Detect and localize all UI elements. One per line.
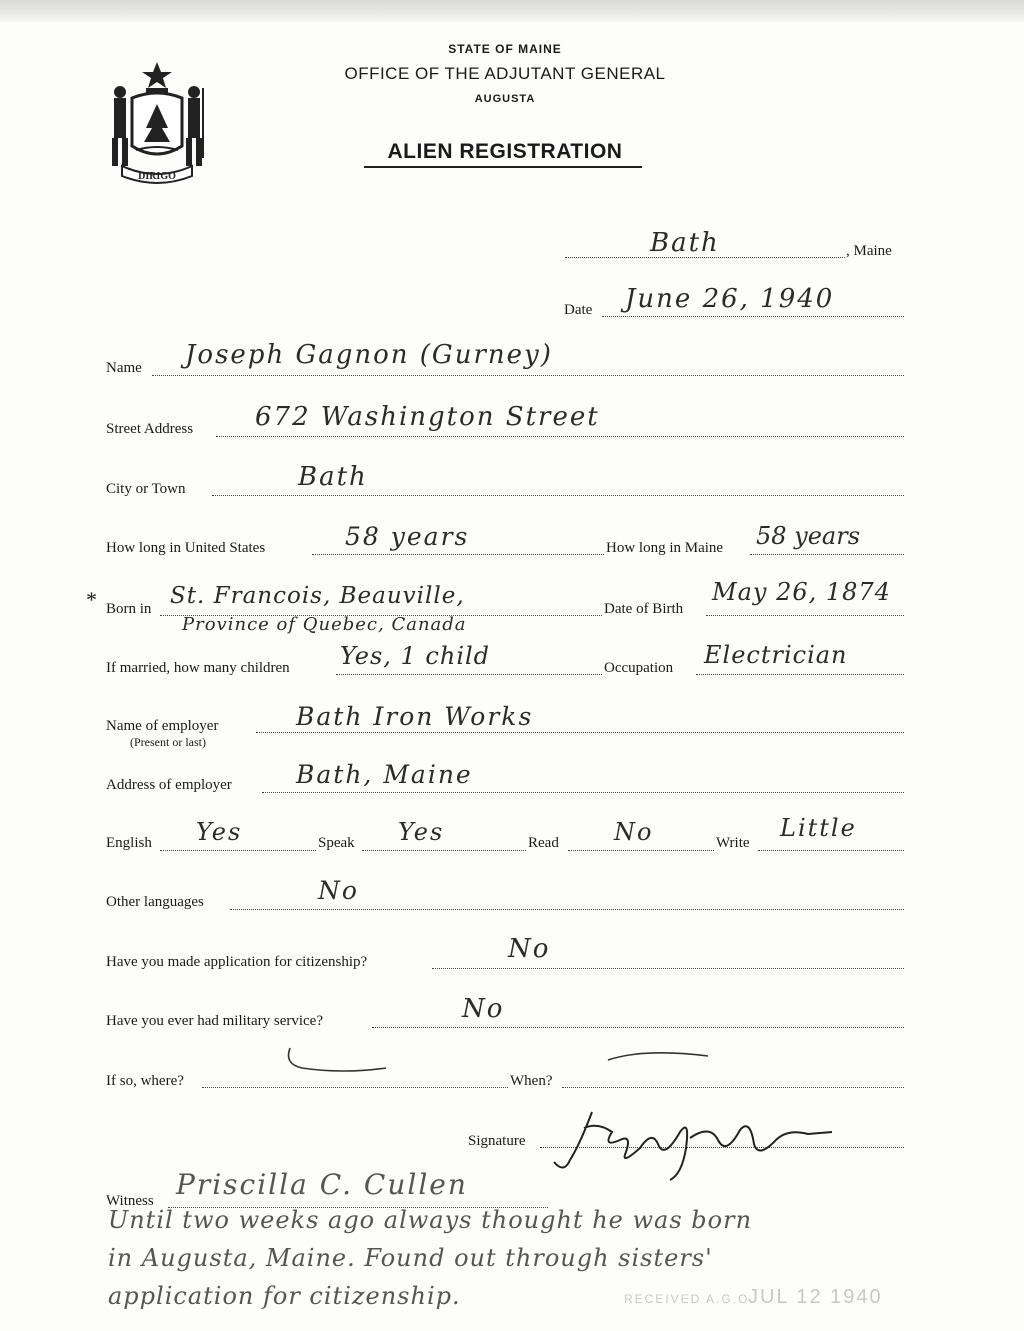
children-label: If married, how many children: [106, 660, 290, 676]
city-line: [212, 495, 904, 496]
form-title: ALIEN REGISTRATION: [387, 140, 623, 163]
note-line-3: application for citizenship.: [108, 1282, 461, 1310]
born-in-label: Born in: [106, 601, 152, 617]
born-in-value-1: St. Francois, Beauville,: [170, 583, 465, 609]
read-value: No: [614, 818, 654, 846]
street-value: 672 Washington Street: [255, 402, 600, 432]
dob-line: [706, 615, 904, 616]
how-long-us-line: [312, 554, 604, 555]
employer-address-value: Bath, Maine: [296, 760, 473, 789]
when-label: When?: [510, 1073, 553, 1089]
speak-value: Yes: [398, 818, 445, 846]
citizenship-line: [432, 968, 904, 969]
maine-label: , Maine: [846, 243, 892, 259]
note-line-1: Until two weeks ago always thought he was born: [108, 1206, 753, 1234]
date-value: June 26, 1940: [625, 284, 835, 314]
name-value: Joseph Gagnon (Gurney): [185, 340, 553, 370]
state-seal-icon: [104, 58, 210, 188]
city-label: City or Town: [106, 481, 186, 497]
speak-label: Speak: [318, 835, 355, 851]
signature-scribble: [540, 1104, 840, 1184]
military-label: Have you ever had military service?: [106, 1013, 323, 1029]
date-line: [602, 316, 904, 317]
note-line-2: in Augusta, Maine. Found out through sisters': [108, 1244, 713, 1272]
other-languages-value: No: [318, 876, 359, 905]
received-stamp: RECEIVED A.G.O.: [624, 1292, 755, 1306]
children-value: Yes, 1 child: [340, 642, 491, 670]
where-line: [202, 1087, 508, 1088]
how-long-maine-label: How long in Maine: [606, 540, 724, 556]
read-label: Read: [528, 835, 559, 851]
occupation-label: Occupation: [604, 660, 674, 676]
how-long-maine-line: [750, 554, 904, 555]
employer-label: Name of employer: [106, 718, 219, 734]
employer-address-label: Address of employer: [106, 777, 232, 793]
office-heading: OFFICE OF THE ADJUTANT GENERAL: [344, 64, 666, 83]
employer-note: (Present or last): [130, 735, 206, 749]
speak-line: [362, 850, 526, 851]
where-dash-mark: [282, 1044, 392, 1078]
witness-value: Priscilla C. Cullen: [176, 1168, 468, 1201]
street-label: Street Address: [106, 421, 194, 437]
english-line: [160, 850, 316, 851]
citizenship-label: Have you made application for citizenship?: [106, 954, 368, 970]
employer-line: [256, 732, 904, 733]
date-label: Date: [564, 302, 593, 318]
when-line: [562, 1087, 904, 1088]
state-heading: STATE OF MAINE: [448, 42, 562, 56]
write-value: Little: [780, 814, 857, 842]
asterisk-mark: *: [86, 587, 97, 612]
seal-motto: DIRIGO: [138, 171, 176, 182]
when-dash-mark: [604, 1044, 714, 1068]
how-long-us-value: 58 years: [345, 522, 470, 551]
witness-label: Witness: [106, 1193, 154, 1209]
scan-edge: [0, 0, 1024, 22]
write-label: Write: [716, 835, 750, 851]
employer-value: Bath Iron Works: [296, 702, 534, 731]
dob-label: Date of Birth: [604, 601, 684, 617]
citizenship-value: No: [508, 934, 551, 964]
city-value: Bath: [298, 462, 368, 492]
read-line: [568, 850, 714, 851]
dob-value: May 26, 1874: [712, 578, 891, 606]
city-heading: AUGUSTA: [474, 93, 536, 105]
name-line: [152, 375, 904, 376]
employer-address-line: [262, 792, 904, 793]
occupation-value: Electrician: [704, 641, 848, 669]
title-underline: [364, 166, 642, 168]
write-line: [758, 850, 904, 851]
how-long-us-label: How long in United States: [106, 540, 266, 556]
children-line: [336, 674, 602, 675]
name-label: Name: [106, 360, 142, 376]
received-stamp-date: JUL 12 1940: [748, 1286, 883, 1308]
english-value: Yes: [196, 818, 243, 846]
born-in-value-2: Province of Quebec, Canada: [182, 614, 467, 635]
other-languages-label: Other languages: [106, 894, 204, 910]
military-value: No: [462, 994, 505, 1024]
english-label: English: [106, 835, 152, 851]
occupation-line: [696, 674, 904, 675]
signature-label: Signature: [468, 1133, 526, 1149]
street-line: [216, 436, 904, 437]
how-long-maine-value: 58 years: [756, 522, 861, 550]
place-value: Bath: [650, 228, 720, 258]
other-languages-line: [230, 909, 904, 910]
where-label: If so, where?: [106, 1073, 184, 1089]
military-line: [372, 1027, 904, 1028]
